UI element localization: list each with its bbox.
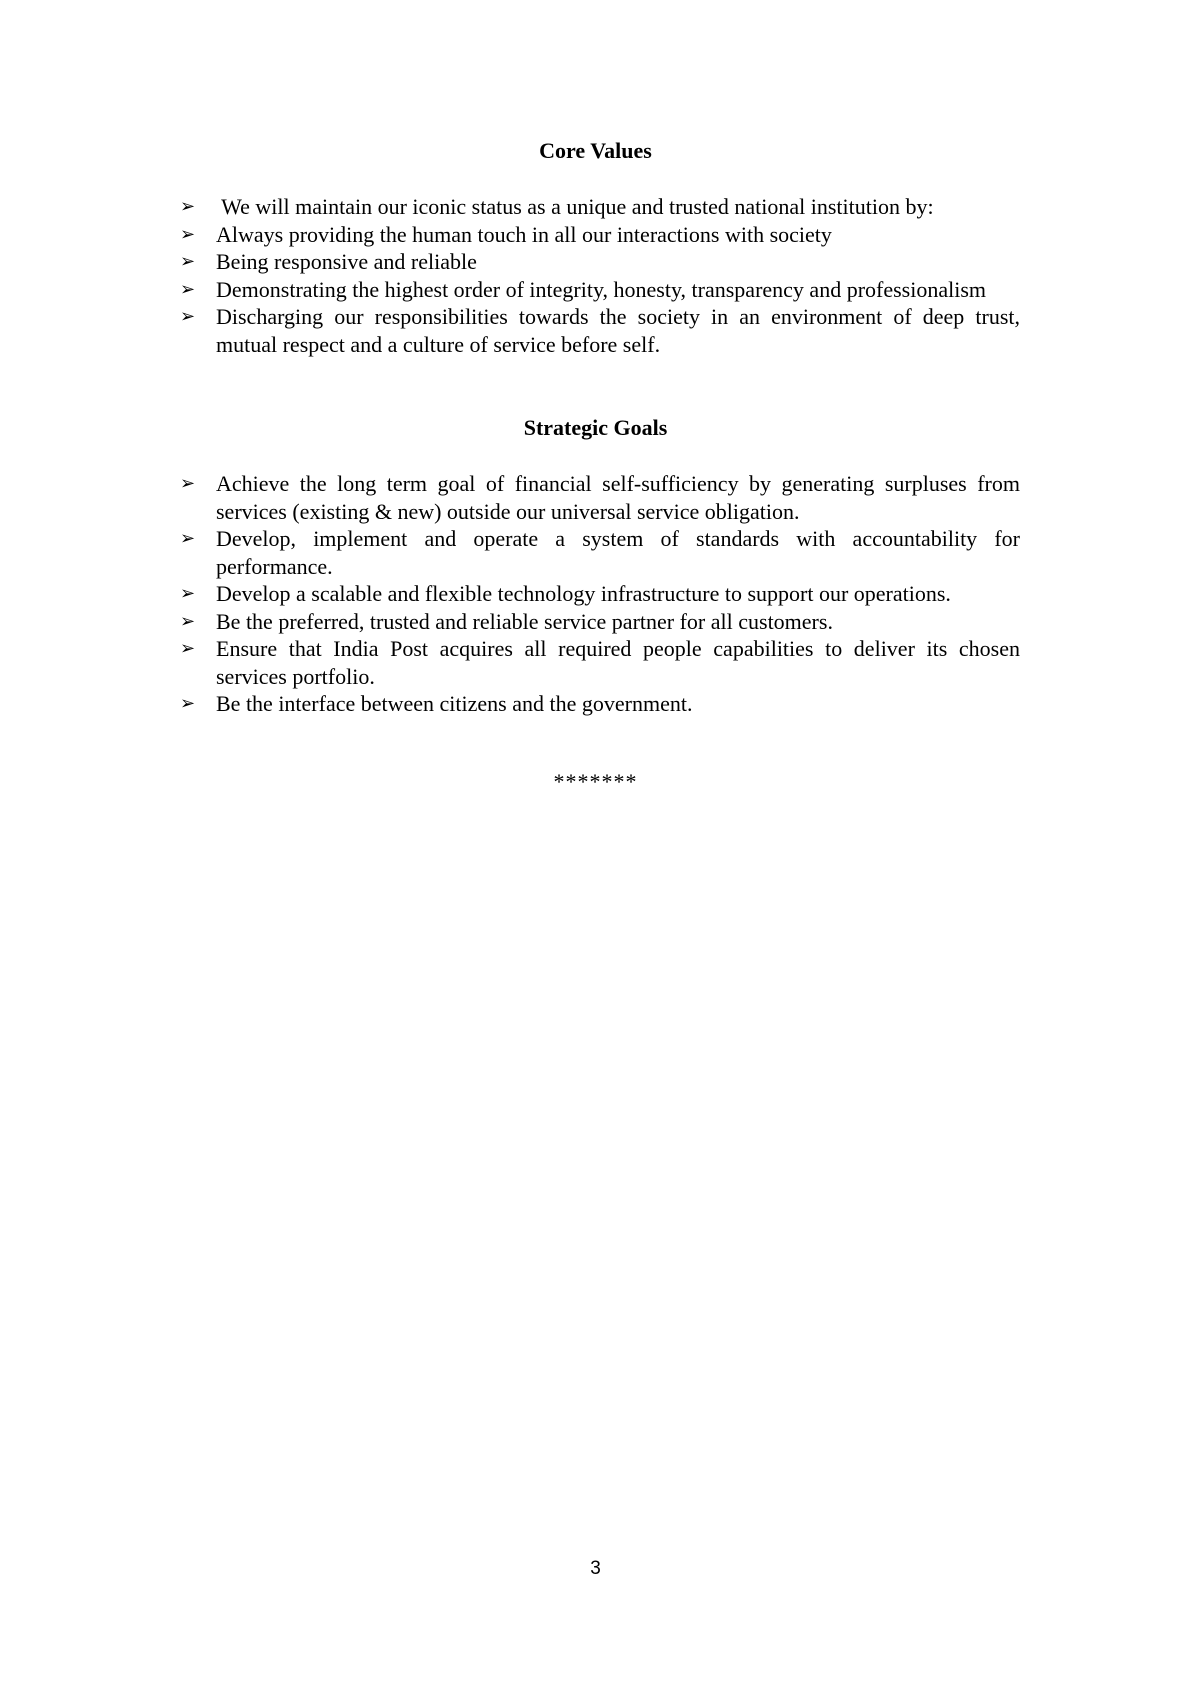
list-item-text: Discharging our responsibilities towards the society in an environment of deep trust, mutual respect and a culture of service before self. [216, 304, 1020, 357]
list-item [180, 635, 1020, 690]
list-item [180, 276, 1020, 304]
list-item-text: Develop, implement and operate a system of standards with accountability for performance. [216, 526, 1020, 579]
strategic-goals-list [180, 470, 1020, 718]
list-item [180, 690, 1020, 718]
list-item [180, 303, 1020, 358]
list-item-text: Always providing the human touch in all our interactions with society [216, 221, 832, 247]
arrowhead-bullet-icon: ➢ [180, 251, 196, 272]
list-item-text: Demonstrating the highest order of integrity, honesty, transparency and professionalism [216, 276, 987, 302]
arrowhead-bullet-icon: ➢ [180, 693, 196, 714]
list-item [180, 193, 1020, 221]
arrowhead-bullet-icon: ➢ [180, 473, 196, 494]
arrowhead-bullet-icon: ➢ [180, 610, 196, 632]
section-separator: ******* [553, 769, 638, 794]
arrowhead-bullet-icon: ➢ [180, 638, 196, 659]
list-item [180, 525, 1020, 580]
core-values-heading: Core Values [539, 138, 652, 163]
list-item-text: Be the preferred, trusted and reliable service partner for all customers. [216, 608, 833, 634]
list-item [180, 248, 1020, 276]
arrowhead-bullet-icon: ➢ [180, 306, 196, 327]
arrowhead-bullet-icon: ➢ [180, 278, 196, 300]
list-item-text: Develop a scalable and flexible technology infrastructure to support our operations. [216, 581, 951, 606]
list-item-text: We will maintain our iconic status as a unique and trusted national institution by: [216, 194, 934, 219]
arrowhead-bullet-icon: ➢ [180, 196, 196, 217]
list-item [180, 470, 1020, 525]
list-item-text: Being responsive and reliable [216, 249, 477, 274]
core-values-list [180, 193, 1020, 358]
list-item [180, 221, 1020, 249]
list-item [180, 608, 1020, 636]
list-item-text: Be the interface between citizens and the government. [216, 691, 693, 716]
page-number: 3 [590, 1558, 601, 1579]
arrowhead-bullet-icon: ➢ [180, 223, 196, 245]
strategic-goals-heading: Strategic Goals [523, 415, 668, 440]
arrowhead-bullet-icon: ➢ [180, 528, 196, 549]
list-item-text: Ensure that India Post acquires all required people capabilities to deliver its chosen services portfolio. [216, 636, 1020, 689]
list-item [180, 580, 1020, 608]
list-item-text: Achieve the long term goal of financial self-sufficiency by generating surpluses from services (existing & new) outside our universal service obligation. [216, 471, 1020, 524]
arrowhead-bullet-icon: ➢ [180, 583, 196, 604]
